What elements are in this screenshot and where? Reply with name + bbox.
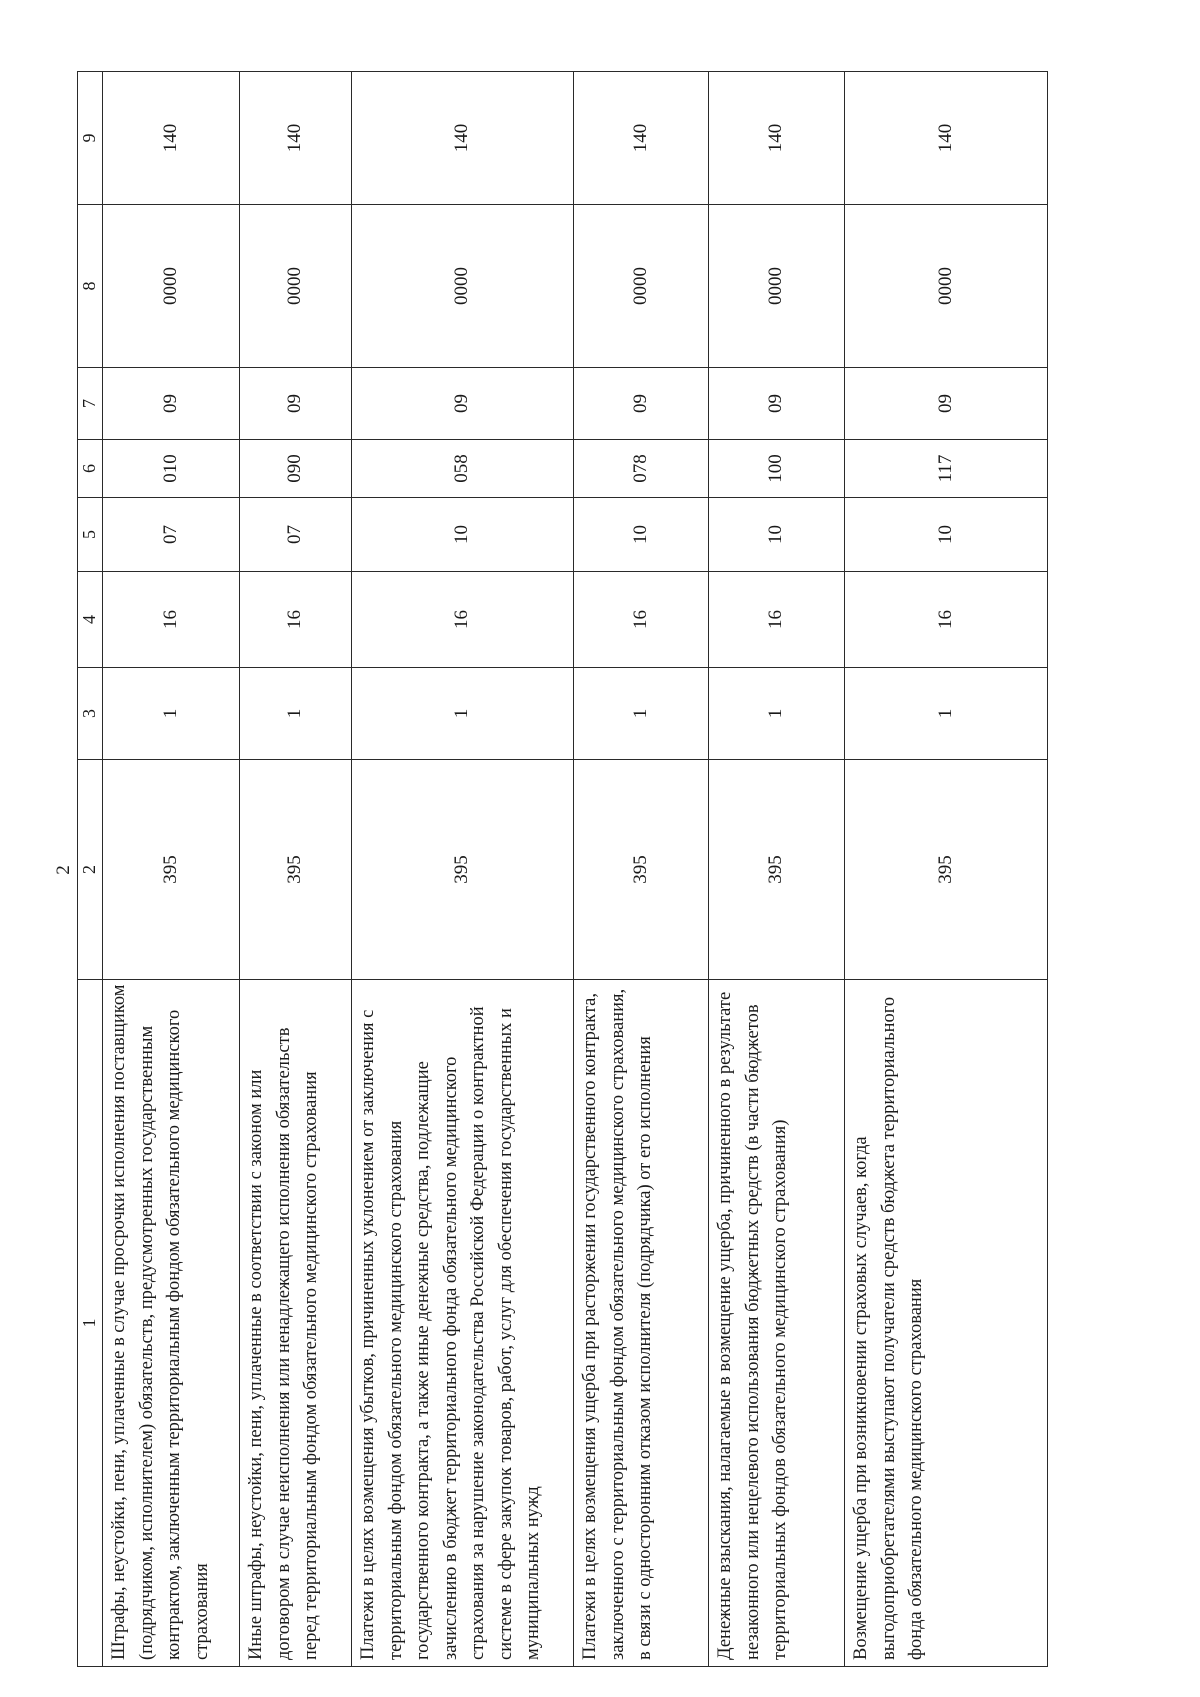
budget-classification-table [77, 71, 1048, 1667]
column-number: 9 [78, 72, 103, 205]
code-cell: 140 [709, 72, 845, 205]
code-cell: 395 [103, 760, 240, 980]
row-description: Штрафы, неустойки, пени, уплаченные в случае просрочки исполнения поставщиком (подрядчиком, исполнителем) обязательств, предусмотренных государственным контрактом, заключенным территориальным фондом обязательного медицинского страхования [103, 980, 240, 1667]
code-cell: 16 [352, 572, 574, 668]
row-description: Платежи в целях возмещения убытков, причиненных уклонением от заключения с территориальным фондом обязательного медицинского страхования государственного контракта, а также иные денежные средства, подлежащие зачислению в бюджет территориального фонда обязательного медицинского страхования за нарушение законодательства Российской Федерации о контрактной системе в сфере закупок товаров, работ, услуг для обеспечения государственных и муниципальных нужд [352, 980, 574, 1667]
code-cell: 10 [709, 498, 845, 572]
code-cell: 010 [103, 440, 240, 498]
code-cell: 140 [352, 72, 574, 205]
code-cell: 395 [352, 760, 574, 980]
column-number: 8 [78, 205, 103, 368]
code-cell: 058 [352, 440, 574, 498]
row-description: Платежи в целях возмещения ущерба при расторжении государственного контракта, заключенного с территориальным фондом обязательного медицинского страхования, в связи с односторонним отказом исполнителя (подрядчика) от его исполнения [574, 980, 709, 1667]
code-cell: 09 [845, 368, 1048, 440]
code-cell: 0000 [352, 205, 574, 368]
table-row [845, 72, 1048, 1667]
column-number: 3 [78, 668, 103, 760]
code-cell: 140 [574, 72, 709, 205]
column-number: 5 [78, 498, 103, 572]
rotated-page-content [77, 72, 1046, 1667]
code-cell: 078 [574, 440, 709, 498]
code-cell: 09 [240, 368, 352, 440]
table-row [352, 72, 574, 1667]
code-cell: 10 [845, 498, 1048, 572]
code-cell: 140 [103, 72, 240, 205]
page-number: 2 [53, 865, 74, 875]
row-description: Иные штрафы, неустойки, пени, уплаченные в соответствии с законом или договором в случае неисполнения или ненадлежащего исполнения обязательств перед территориальным фондом обязательного медицинского страхования [240, 980, 352, 1667]
code-cell: 10 [574, 498, 709, 572]
column-number: 4 [78, 572, 103, 668]
code-cell: 09 [103, 368, 240, 440]
table-row [709, 72, 845, 1667]
code-cell: 1 [240, 668, 352, 760]
code-cell: 09 [574, 368, 709, 440]
column-number: 7 [78, 368, 103, 440]
code-cell: 395 [574, 760, 709, 980]
code-cell: 0000 [709, 205, 845, 368]
code-cell: 140 [240, 72, 352, 205]
code-cell: 0000 [845, 205, 1048, 368]
code-cell: 09 [709, 368, 845, 440]
code-cell: 16 [709, 572, 845, 668]
code-cell: 395 [845, 760, 1048, 980]
code-cell: 16 [103, 572, 240, 668]
code-cell: 395 [240, 760, 352, 980]
code-cell: 0000 [103, 205, 240, 368]
code-cell: 1 [574, 668, 709, 760]
code-cell: 1 [709, 668, 845, 760]
code-cell: 16 [574, 572, 709, 668]
code-cell: 16 [845, 572, 1048, 668]
code-cell: 1 [103, 668, 240, 760]
code-cell: 100 [709, 440, 845, 498]
code-cell: 07 [240, 498, 352, 572]
table-row [103, 72, 240, 1667]
code-cell: 10 [352, 498, 574, 572]
code-cell: 090 [240, 440, 352, 498]
code-cell: 1 [352, 668, 574, 760]
column-number: 6 [78, 440, 103, 498]
code-cell: 140 [845, 72, 1048, 205]
code-cell: 0000 [240, 205, 352, 368]
code-cell: 16 [240, 572, 352, 668]
table-row [574, 72, 709, 1667]
table-row [240, 72, 352, 1667]
code-cell: 09 [352, 368, 574, 440]
code-cell: 395 [709, 760, 845, 980]
code-cell: 1 [845, 668, 1048, 760]
column-number-row [78, 72, 103, 1667]
code-cell: 07 [103, 498, 240, 572]
row-description: Денежные взыскания, налагаемые в возмещение ущерба, причиненного в результате незаконного или нецелевого использования бюджетных средств (в части бюджетов территориальных фондов обязательного медицинского страхования) [709, 980, 845, 1667]
code-cell: 117 [845, 440, 1048, 498]
column-number: 1 [78, 980, 103, 1667]
column-number: 2 [78, 760, 103, 980]
row-description: Возмещение ущерба при возникновении страховых случаев, когда выгодоприобретателями выступают получатели средств бюджета территориального фонда обязательного медицинского страхования [845, 980, 1048, 1667]
code-cell: 0000 [574, 205, 709, 368]
